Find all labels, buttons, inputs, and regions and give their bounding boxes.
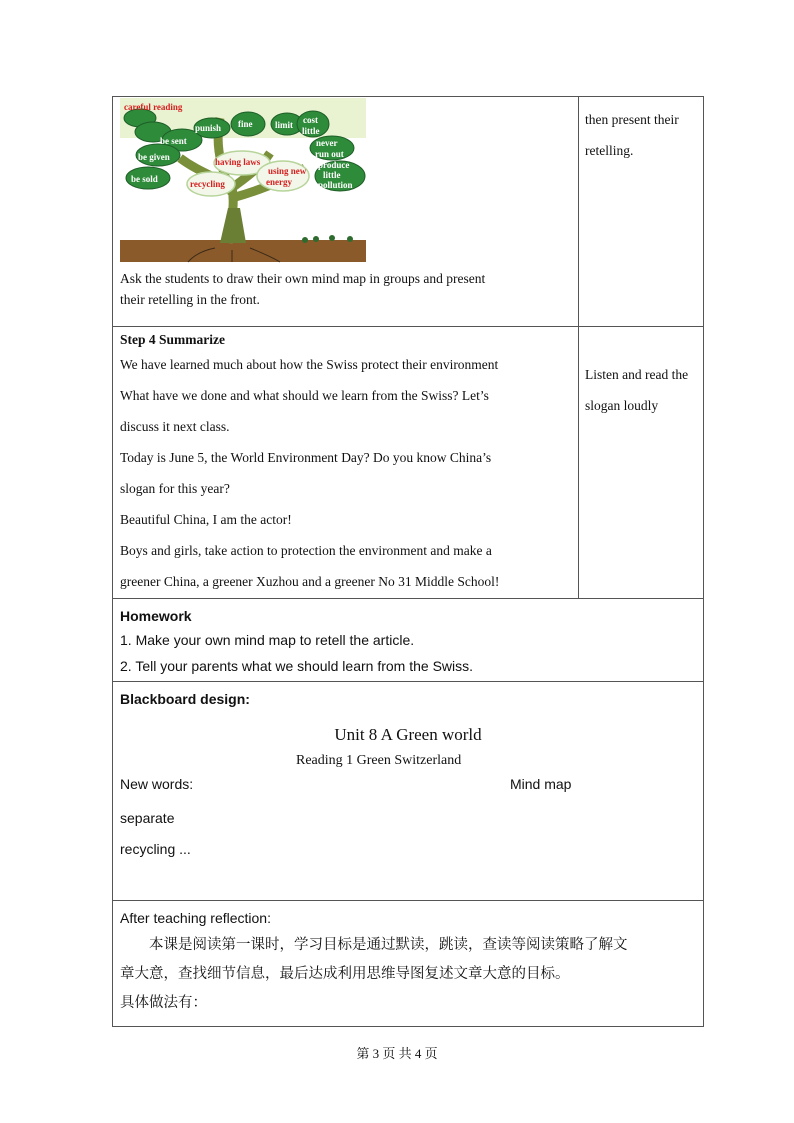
label-having-laws: having laws [215,157,261,167]
summary-line: Boys and girls, take action to protection the environment and make a [120,543,492,558]
row-blackboard [113,681,703,900]
label-little: little [302,126,320,136]
row-homework [113,598,703,681]
unit-subtitle: Reading 1 Green Switzerland [296,753,462,768]
label-cost: cost [303,115,318,125]
label-recycling: recycling [190,179,225,189]
row1-right-line1: then present their [585,112,679,127]
label-be-sold: be sold [131,174,158,184]
row-mind-map [113,97,703,326]
summary-line: We have learned much about how the Swiss protect their environment [120,357,499,372]
reflection-method-line: 具体做法有： [120,995,207,1011]
label-limit: limit [275,120,293,130]
mind-map-tree-image [120,98,366,264]
word-recycling: recycling ... [120,841,191,857]
row1-instruction-line2: their retelling in the front. [120,292,260,307]
summary-line: Today is June 5, the World Environment Day? Do you know China’s [120,450,492,465]
unit-title: Unit 8 A Green world [334,725,482,744]
summary-line: Beautiful China, I am the actor! [120,512,292,527]
page-footer: 第 3 页 共 4 页 [356,1046,438,1061]
label-never: never [316,138,338,148]
row-summarize [113,326,703,598]
row2-right-line2: slogan loudly [585,398,659,413]
new-words-label: New words: [120,776,194,792]
summary-line: What have we done and what should we learn from the Swiss? Let’s [120,388,489,403]
row1-left-cell [113,97,579,326]
label-little-2: little [323,170,341,180]
word-separate: separate [120,810,175,826]
row1-right-line2: retelling. [585,143,634,158]
reflection-para-line1: 本课是阅读第一课时，学习目标是通过默读，跳读，查读等阅读策略了解文 [149,937,628,953]
row1-right-cell [579,97,703,326]
summary-line: greener China, a greener Xuzhou and a greener No 31 Middle School! [120,574,500,589]
row1-instruction-line1: Ask the students to draw their own mind map in groups and present [120,271,486,286]
mind-map-label: Mind map [510,776,572,792]
label-run-out: run out [315,149,344,159]
new-words-line [120,772,696,803]
row2-right-cell [579,327,703,598]
label-careful-reading: careful reading [124,102,183,112]
soil-band [120,240,366,262]
label-using-new: using new [268,166,307,176]
blackboard-title: Blackboard design: [120,691,250,707]
homework-item: 1. Make your own mind map to retell the article. [120,632,415,648]
label-pollution: pollution [318,180,353,190]
reflection-title: After teaching reflection: [120,910,271,926]
row2-left-cell [113,327,579,598]
summary-line: slogan for this year? [120,481,230,496]
label-be-sent: be sent [160,136,187,146]
label-be-given: be given [138,152,170,162]
step4-heading: Step 4 Summarize [120,332,225,347]
label-punish: punish [195,123,222,133]
reflection-para-line2: 章大意，查找细节信息，最后达成利用思维导图复述文章大意的目标。 [120,966,570,982]
row-reflection [113,900,703,1026]
row2-right-line1: Listen and read the [585,367,689,382]
label-fine: fine [238,119,253,129]
homework-item: 2. Tell your parents what we should learn from the Swiss. [120,658,474,674]
label-produce: produce [318,160,350,170]
label-energy: energy [266,177,292,187]
summary-line: discuss it next class. [120,419,230,434]
lesson-table [112,96,704,1027]
homework-title: Homework [120,608,192,624]
